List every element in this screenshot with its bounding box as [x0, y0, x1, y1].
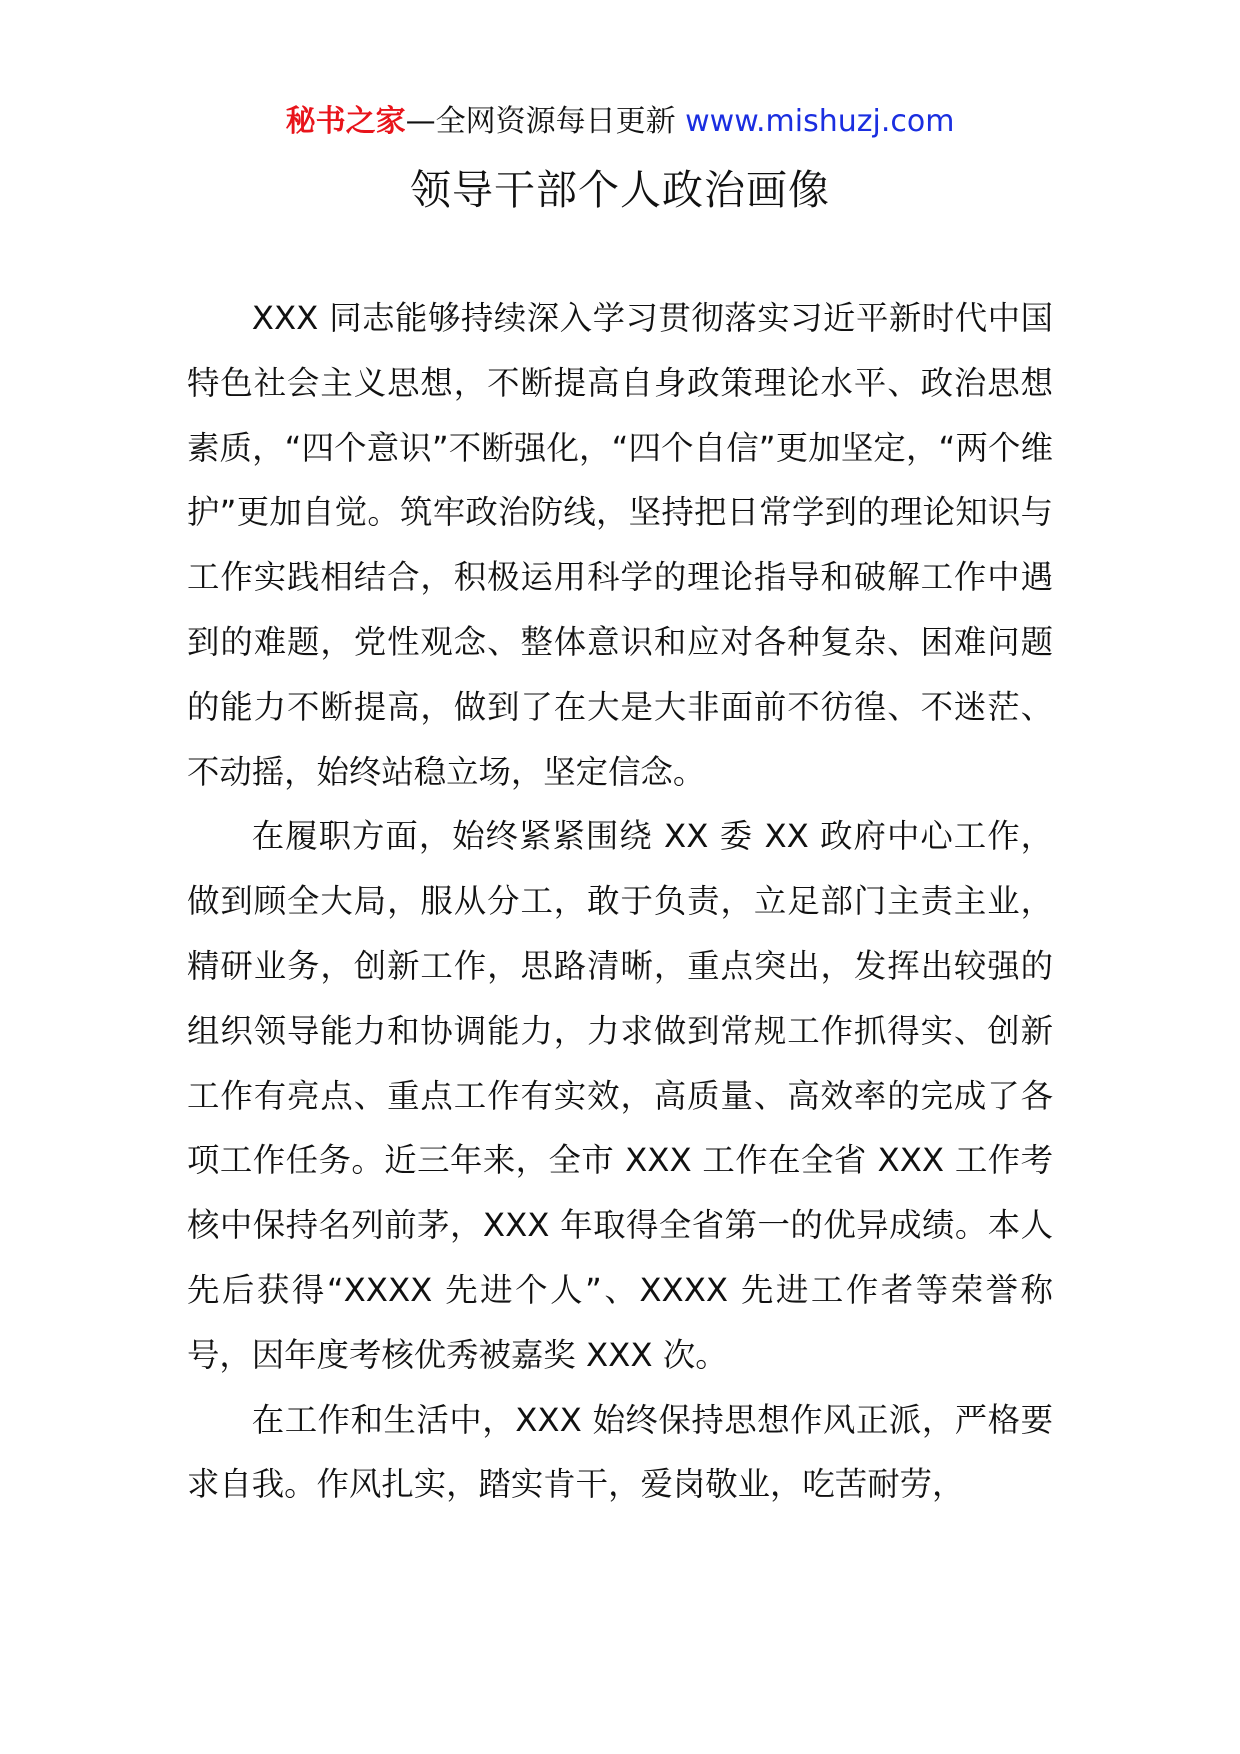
site-url-link[interactable]: www.mishuzj.com	[685, 104, 955, 139]
header-slogan: —全网资源每日更新	[405, 104, 686, 139]
paragraph-duty-performance: 在履职方面，始终紧紧围绕 XX 委 XX 政府中心工作，做到顾全大局，服从分工，敢于负责，立足部门主责主业，精研业务，创新工作，思路清晰，重点突出，发挥出较强的组织领导能力和协调能力，力求做到常规工作抓得实、创新工作有亮点、重点工作有实效，高质量、高效率的完成了各项工作任务。近三年来，全市 XXX 工作在全省 XXX 工作考核中保持名列前茅，XXX 年取得全省第一的优异成绩。本人先后获得“XXXX 先进个人”、XXXX 先进工作者等荣誉称号，因年度考核优秀被嘉奖 XXX 次。	[187, 817, 1053, 1374]
document-body	[187, 286, 1053, 1517]
brand-name: 秘书之家	[285, 104, 406, 139]
paragraph-work-style: 在工作和生活中，XXX 始终保持思想作风正派，严格要求自我。作风扎实，踏实肯干，爱岗敬业，吃苦耐劳，	[187, 1400, 1053, 1504]
paragraph-political-study: XXX 同志能够持续深入学习贯彻落实习近平新时代中国特色社会主义思想，不断提高自身政策理论水平、政治思想素质，“四个意识”不断强化，“四个自信”更加坚定，“两个维护”更加自觉。筑牢政治防线，坚持把日常学到的理论知识与工作实践相结合，积极运用科学的理论指导和破解工作中遇到的难题，党性观念、整体意识和应对各种复杂、困难问题的能力不断提高，做到了在大是大非面前不彷徨、不迷茫、不动摇，始终站稳立场，坚定信念。	[187, 299, 1053, 791]
site-header	[0, 102, 1240, 142]
document-title: 领导干部个人政治画像	[410, 166, 830, 214]
